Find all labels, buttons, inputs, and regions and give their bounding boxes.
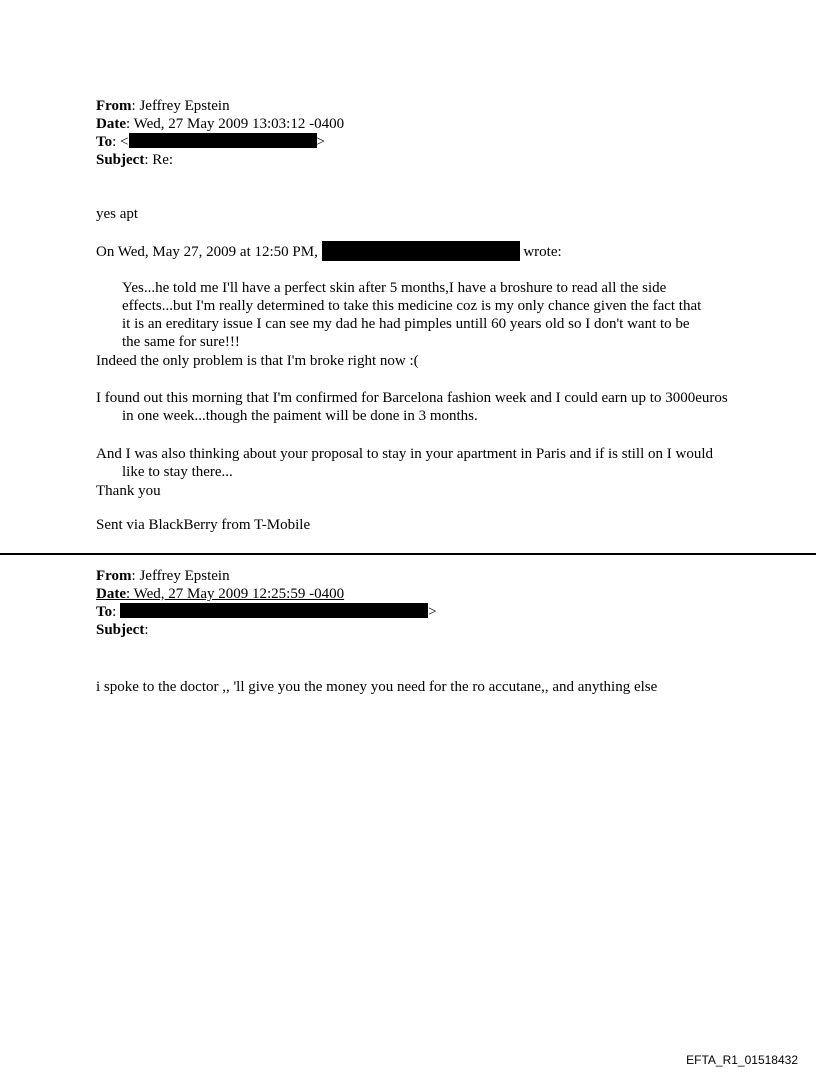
redaction-box [120, 603, 428, 618]
email2-header [96, 567, 736, 639]
from-line [96, 567, 736, 585]
to-line [96, 603, 736, 621]
redaction-box [129, 133, 317, 148]
date-label: Date [96, 586, 126, 602]
subject-label: Subject [96, 622, 145, 638]
email2-body: i spoke to the doctor ,, 'll give you the money you need for the ro accutane,, and anything else [96, 679, 658, 695]
to-suffix: > [316, 134, 325, 150]
to-prefix: : < [112, 134, 129, 150]
thanks-line: Thank you [96, 483, 161, 499]
subject-line [96, 151, 736, 169]
from-label: From [96, 568, 132, 584]
to-suffix: > [428, 604, 437, 620]
date-label: Date [96, 116, 126, 132]
to-line [96, 133, 736, 151]
document-id: EFTA_R1_01518432 [686, 1053, 798, 1067]
from-value: : Jeffrey Epstein [131, 98, 230, 114]
subject-value: : [144, 622, 149, 638]
to-prefix: : [112, 604, 117, 620]
to-label: To [96, 604, 113, 620]
from-line [96, 97, 736, 115]
quoted-paragraph: Yes...he told me I'll have a perfect skin after 5 months,I have a broshure to read all the side effects...but I'm really determined to take this medicine coz is my only chance given the fact that it is an ereditary issue I can see my dad he had pimples untill 60 years old so I don't want to be the same for sure!!! [122, 280, 702, 350]
date-value: : Wed, 27 May 2009 12:25:59 -0400 [126, 586, 345, 602]
from-value: : Jeffrey Epstein [131, 568, 230, 584]
quote-intro-after: wrote: [523, 244, 562, 260]
subject-line [96, 621, 736, 639]
barcelona-paragraph: I found out this morning that I'm confirmed for Barcelona fashion week and I could earn up to 3000euros in one week...though the paiment will be done in 3 months. [96, 390, 728, 424]
quote-intro [96, 241, 716, 261]
redaction-box [322, 241, 520, 261]
email-divider [0, 553, 816, 555]
subject-label: Subject [96, 152, 145, 168]
email1-header [96, 97, 736, 169]
signature-line: Sent via BlackBerry from T-Mobile [96, 517, 311, 533]
to-label: To [96, 134, 113, 150]
quote-intro-before: On Wed, May 27, 2009 at 12:50 PM, [96, 244, 318, 260]
paris-paragraph: And I was also thinking about your proposal to stay in your apartment in Paris and if is still on I would like to stay there... [96, 446, 714, 480]
date-value: : Wed, 27 May 2009 13:03:12 -0400 [126, 116, 345, 132]
broke-line: Indeed the only problem is that I'm broke right now :( [96, 353, 419, 369]
from-label: From [96, 98, 132, 114]
date-line [96, 585, 736, 603]
subject-value: : Re: [144, 152, 174, 168]
reply-text: yes apt [96, 206, 139, 222]
date-line [96, 115, 736, 133]
